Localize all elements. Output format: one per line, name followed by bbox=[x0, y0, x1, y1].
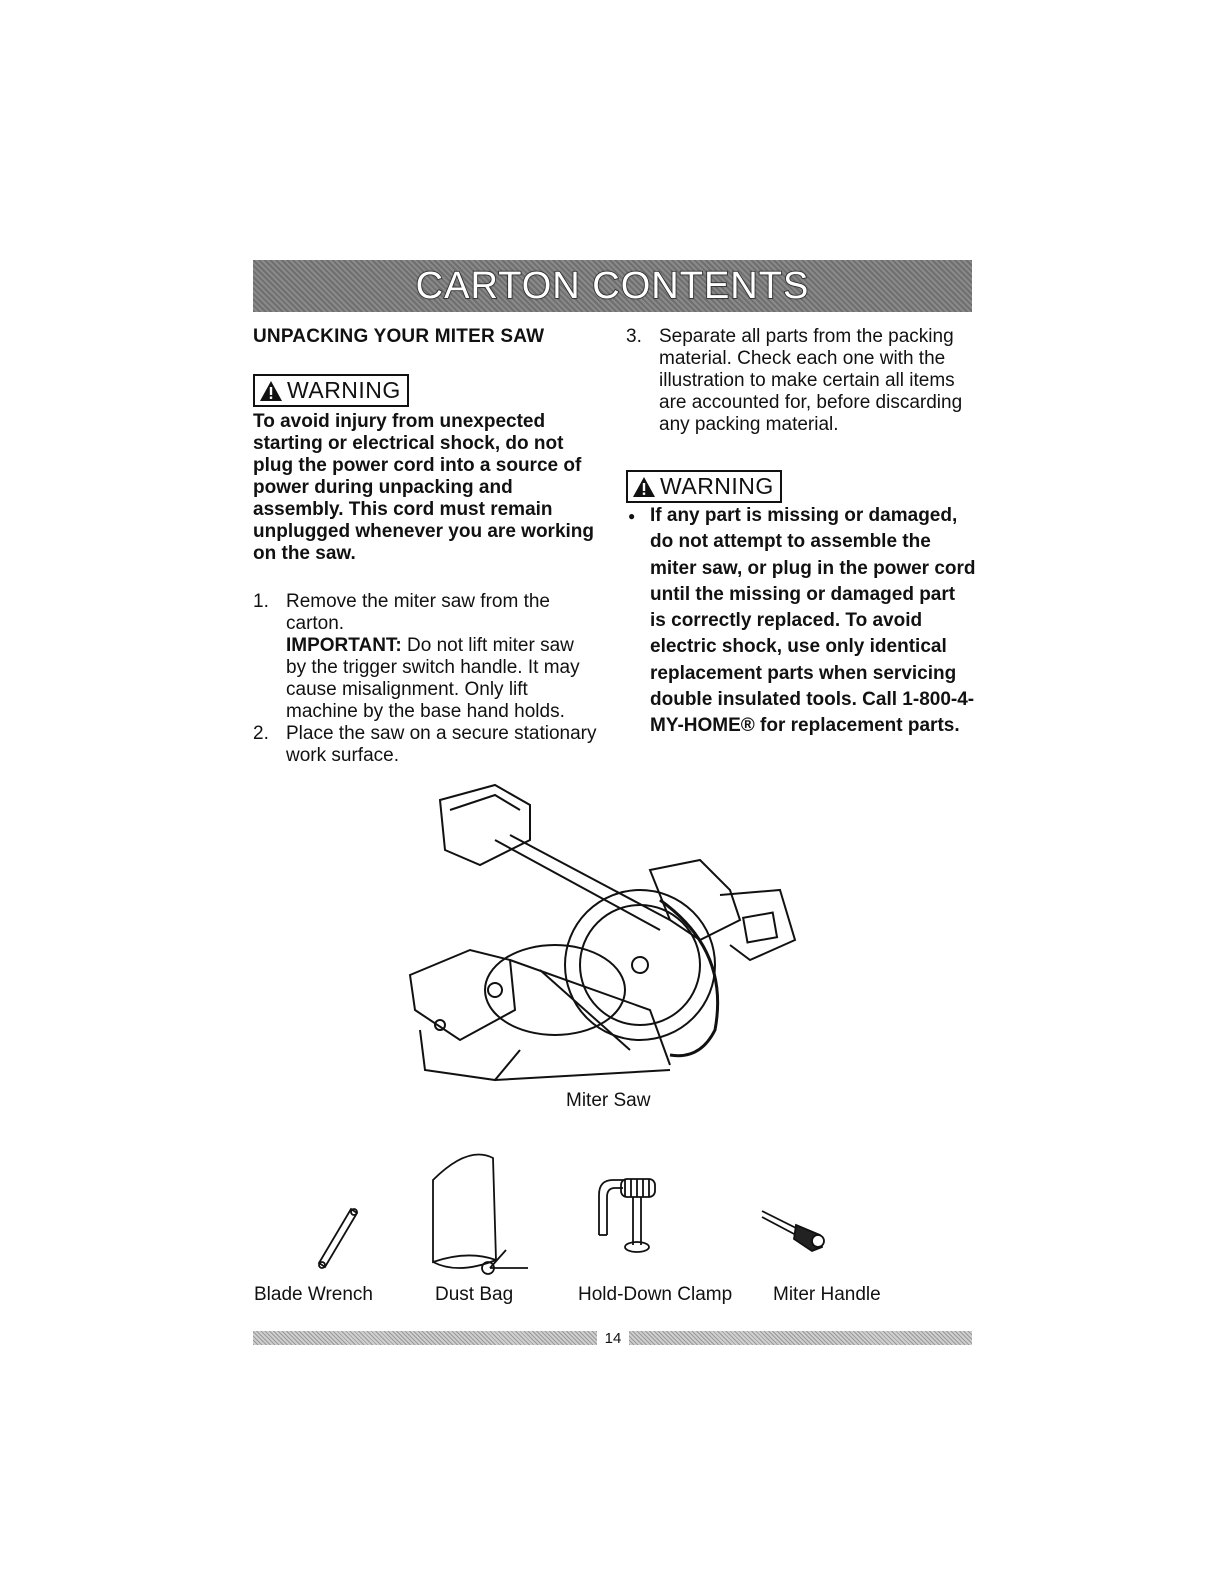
list-item bbox=[626, 326, 976, 436]
step-number: 3. bbox=[626, 326, 642, 347]
warning-bullet-text: If any part is missing or damaged, do not attempt to assemble the miter saw, or plug in the power cord until the missing or damaged part is correctly replaced. To avoid electric shock, use only identical replacement parts when servicing double insulated tools. Call 1-800-4-MY-HOME® for replacement parts. bbox=[650, 505, 976, 737]
step-number: 2. bbox=[253, 723, 269, 744]
warning-triangle-icon bbox=[632, 476, 656, 498]
footer-bar-left bbox=[253, 1331, 597, 1345]
right-column bbox=[626, 326, 976, 740]
caption-hold-down-clamp: Hold-Down Clamp bbox=[578, 1284, 733, 1305]
miter-handle-illustration bbox=[760, 1205, 830, 1255]
important-text: Do not lift miter saw by the trigger switch handle. It may cause misalignment. Only lift machine by the base hand holds. bbox=[286, 635, 580, 722]
warning-triangle-icon bbox=[259, 380, 283, 402]
step-number: 1. bbox=[253, 591, 269, 612]
caption-dust-bag: Dust Bag bbox=[435, 1284, 514, 1305]
step-text: Place the saw on a secure stationary work surface. bbox=[286, 723, 597, 766]
step-text: Separate all parts from the packing material. Check each one with the illustration to make certain all items are accounted for, before discarding any packing material. bbox=[659, 326, 963, 435]
warning-label-box bbox=[626, 470, 782, 503]
list-item bbox=[253, 723, 598, 767]
step-text: Remove the miter saw from the carton. bbox=[286, 591, 550, 634]
step-list bbox=[253, 591, 598, 767]
hold-down-clamp-illustration bbox=[593, 1175, 663, 1260]
list-item bbox=[626, 503, 976, 740]
blade-wrench-illustration bbox=[313, 1205, 363, 1275]
section-banner bbox=[253, 260, 972, 312]
caption-blade-wrench: Blade Wrench bbox=[254, 1284, 373, 1305]
list-item bbox=[253, 591, 598, 723]
left-column bbox=[253, 326, 598, 767]
page-title: CARTON CONTENTS bbox=[415, 264, 810, 307]
warning-bullet-list bbox=[626, 503, 976, 740]
caption-miter-handle: Miter Handle bbox=[773, 1284, 881, 1305]
warning-label-box bbox=[253, 374, 409, 407]
warning-label: WARNING bbox=[287, 377, 401, 403]
bullet-icon: ● bbox=[628, 509, 636, 523]
important-label: IMPORTANT: bbox=[286, 635, 402, 656]
footer-bar-right bbox=[629, 1331, 972, 1345]
warning-text: To avoid injury from unexpected starting or electrical shock, do not plug the power cord into a source of power during unpacking and assembly. This cord must remain unplugged whenever you are working on the saw. bbox=[253, 411, 594, 564]
warning-label: WARNING bbox=[660, 473, 774, 499]
dust-bag-illustration bbox=[428, 1150, 533, 1280]
page-number: 14 bbox=[604, 1330, 622, 1347]
section-subheading: UNPACKING YOUR MITER SAW bbox=[253, 326, 545, 347]
caption-miter-saw: Miter Saw bbox=[566, 1090, 651, 1111]
miter-saw-illustration bbox=[400, 780, 810, 1085]
step-list bbox=[626, 326, 976, 436]
